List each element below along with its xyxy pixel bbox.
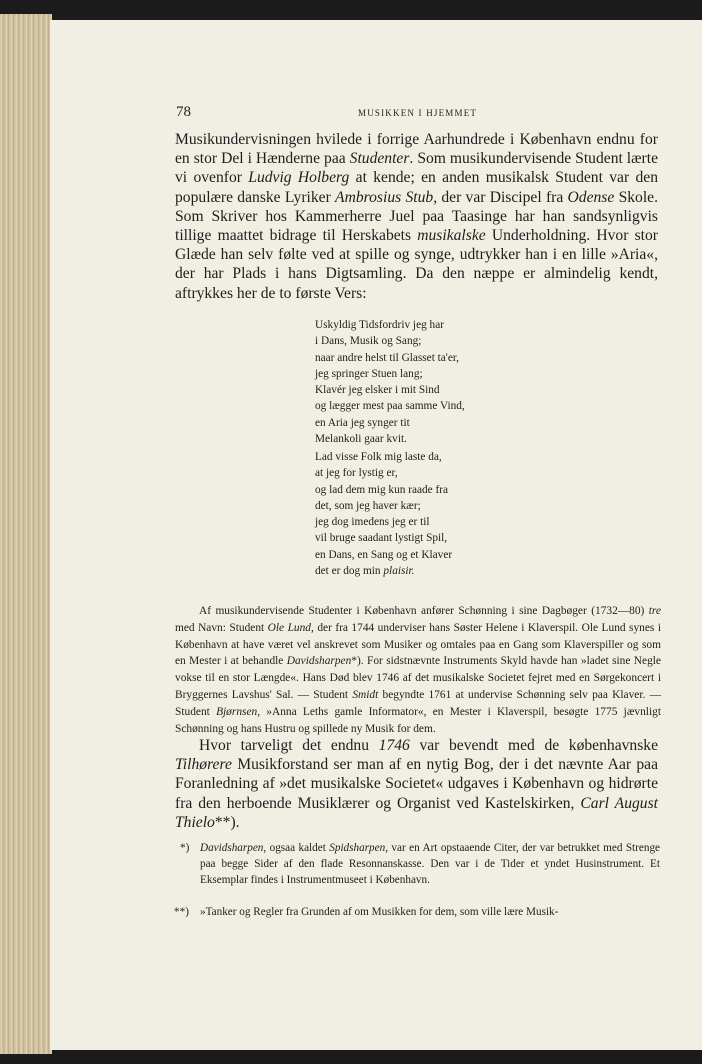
text-run: Musikforstand ser man af en nytig Bog, der i det nævnte Aar paa Foranledning af »det musikalske Societet« udgaves i København og hidrørte fra den herboende Musiklærer og Organist ved Kastelskirken, — [175, 756, 658, 812]
text-run: **). — [214, 813, 240, 831]
poem-line: naar andre helst til Glasset ta'er, — [315, 351, 459, 364]
footnote-tanker — [174, 904, 660, 920]
poem-line: jeg dog imedens jeg er til — [315, 516, 430, 529]
poem-line: og lad dem mig kun raade fra — [315, 483, 449, 496]
italic-run: tre — [648, 605, 661, 617]
italic-run: Spidsharpen — [329, 842, 386, 854]
poem-last-italic: plaisir. — [383, 565, 415, 578]
italic-run: 1746 — [378, 737, 410, 754]
italic-run: Carl August Thielo — [175, 794, 658, 831]
italic-run: Ludvig Holberg — [248, 169, 350, 187]
footnote-davidsharpen — [180, 840, 661, 889]
page-number: 78 — [176, 104, 191, 120]
poem-line: Lad visse Folk mig laste da, — [315, 451, 442, 463]
poem-line: i Dans, Musik og Sang; — [315, 335, 422, 348]
poem-line: en Aria jeg synger tit — [315, 416, 410, 429]
poem-line: en Dans, en Sang og et Klaver — [315, 548, 453, 561]
poem-line: det, som jeg haver kær; — [315, 499, 421, 512]
text-run: *). For sidstnævnte Instruments Skyld havde han »ladet sine Negle vokse til en stor Længde«. Hans Død blev 1746 af det musikalske Societet fejret med en Sørgekoncert i Bryggernes Lavshus' Sal. — Student — [175, 655, 661, 701]
italic-run: Bjørnsen — [216, 705, 258, 718]
poem-line: og lægger mest paa samme Vind, — [315, 400, 465, 413]
italic-run: Davidsharpen — [286, 655, 352, 668]
text-run: Underholdning. Hvor stor Glæde han selv følte ved at spille og synge, udtrykker han i en lille »Aria«, der har Plads i hans Digtsamling. Da den næppe er almindelig kendt, aftrykkes her de to første Vers: — [175, 227, 658, 302]
text-run: , »Anna Leths gamle Informator«, en Mester i Klaverspil, besøgte 1775 jævnligt Schønning og hans Hustru og spillede ny Musik for dem. — [175, 705, 661, 735]
text-run: med Navn: Student — [175, 621, 268, 634]
book-page-edges — [0, 14, 52, 1054]
text-run: . Som musikundervisende Student lærte vi ovenfor — [175, 150, 658, 187]
text-run: , var en Art opstaaende Citer, der var betrukket med Strenge paa begge Sider af den flade Resonnanskasse. Den var i de Tider et yndet Husinstrument. Et Eksemplar findes i Instrumentmuseet i København. — [200, 842, 661, 887]
footnote-text — [200, 906, 558, 918]
text-run: Af musikundervisende Studenter i København anfører Schønning i sine Dagbøger (1732—80) — [199, 605, 649, 617]
text-run: Musikundervisningen hvilede i forrige Aarhundrede i København endnu for en stor Del i Hænderne paa — [175, 131, 658, 168]
italic-run: Ambrosius Stub — [335, 188, 434, 206]
text-run: Hvor tarveligt det endnu — [199, 737, 379, 754]
text-run: var bevendt med de københavnske — [409, 737, 658, 754]
poem-line: Melankoli gaar kvit. — [315, 433, 407, 446]
poem-line: at jeg for lystig er, — [315, 467, 398, 480]
poem-line: jeg springer Stuen lang; — [315, 367, 423, 380]
paragraph-thielo — [175, 736, 658, 832]
poem-line: vil bruge saadant lystigt Spil, — [315, 532, 448, 545]
text-run: , der fra 1744 underviser hans Søster Helene i Klaverspil. Ole Lund synes i København at have været vel anskrevet som Musiker og omtales paa en Gang som Klaverspiller og som en Mester i at behandle — [175, 621, 661, 668]
poem-line: Klavér jeg elsker i mit Sind — [315, 384, 440, 397]
poem-stanza-1 — [315, 317, 615, 447]
text-run: at kende; en anden musikalsk Student var den populære danske Lyriker — [175, 169, 659, 206]
italic-run: Tilhørere — [175, 756, 232, 774]
italic-run: Davidsharpen — [200, 842, 264, 854]
poem-stanza-2 — [315, 449, 615, 579]
text-run: Skole. Som Skriver hos Kammerherre Juel paa Taasinge har han sandsynligvis tillige maattet bidrage til Herskabets — [175, 188, 658, 245]
italic-run: Smidt — [352, 688, 379, 701]
running-head: MUSIKKEN I HJEMMET — [358, 108, 478, 118]
italic-run: Studenter — [349, 150, 410, 168]
text-run: begyndte 1761 at undervise Schønning selv paa Klaver. — Student — [175, 688, 661, 718]
book-page — [50, 20, 702, 1050]
footnote-marker: *) — [180, 842, 190, 854]
italic-run: Ole Lund — [267, 621, 311, 634]
footnote-text — [200, 842, 660, 886]
poem-line-last — [315, 563, 615, 579]
italic-run: musikalske — [417, 227, 486, 245]
footnote-marker: **) — [174, 906, 189, 918]
italic-run: Odense — [567, 188, 615, 206]
paragraph-studenter — [175, 130, 658, 303]
poem-line: Uskyldig Tidsfordriv jeg har — [315, 319, 444, 331]
paragraph-schonning — [175, 603, 661, 737]
poem-last-text: det er dog min — [315, 565, 384, 578]
text-run: , der var Discipel fra — [433, 188, 568, 206]
text-run: »Tanker og Regler fra Grunden af om Musikken for dem, som ville lære Musik- — [200, 906, 559, 918]
text-run: , ogsaa kaldet — [263, 842, 330, 854]
